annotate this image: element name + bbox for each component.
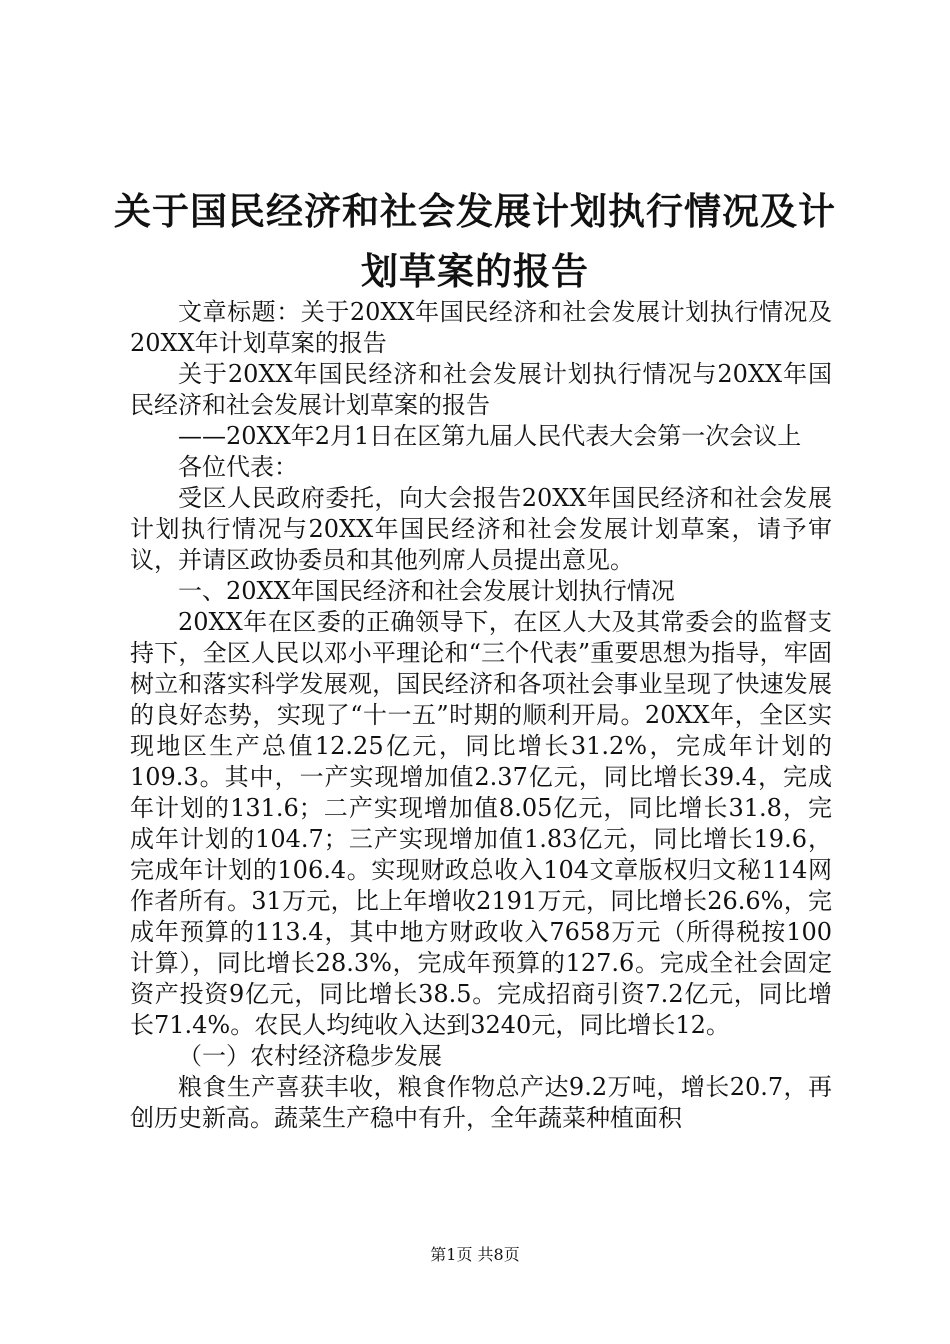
paragraph-economic-summary: 20XX年在区委的正确领导下，在区人大及其常委会的监督支持下，全区人民以邓小平理论和“三个代表”重要思想为指导，牢固树立和落实科学发展观，国民经济和各项社会事业呈现了快速发展的良好态势，实现了“十一五”时期的顺利开局。20XX年，全区实现地区生产总值12.25亿元，同比增长31.2%，完成年计划的109.3。其中，一产实现增加值2.37亿元，同比增长39.4，完成年计划的131.6；二产实现增加值8.05亿元，同比增长31.8，完成年计划的104.7；三产实现增加值1.83亿元，同比增长19.6，完成年计划的106.4。实现财政总收入104文章版权归文秘114网作者所有。31万元，比上年增收2191万元，同比增长26.6%，完成年预算的113.4，其中地方财政收入7658万元（所得税按100计算），同比增长28.3%，完成年预算的127.6。完成全社会固定资产投资9亿元，同比增长38.5。完成招商引资7.2亿元，同比增长71.4%。农民人均纯收入达到3240元，同比增长12。 xyxy=(130,608,832,1039)
document-body xyxy=(130,297,832,1134)
document-title: 关于国民经济和社会发展计划执行情况及计划草案的报告 xyxy=(114,190,836,293)
paragraph-report-title: 关于20XX年国民经济和社会发展计划执行情况与20XX年国民经济和社会发展计划草案的报告 xyxy=(130,360,832,419)
subsection-heading-1: （一）农村经济稳步发展 xyxy=(178,1042,442,1070)
paragraph-article-title: 文章标题：关于20XX年国民经济和社会发展计划执行情况及20XX年计划草案的报告 xyxy=(130,298,832,357)
paragraph-introduction: 受区人民政府委托，向大会报告20XX年国民经济和社会发展计划执行情况与20XX年国民经济和社会发展计划草案，请予审议，并请区政协委员和其他列席人员提出意见。 xyxy=(130,484,832,574)
paragraph-meeting-date: ——20XX年2月1日在区第九届人民代表大会第一次会议上 xyxy=(178,422,802,450)
paragraph-salutation: 各位代表： xyxy=(178,453,298,481)
page-number: 第1页 共8页 xyxy=(430,1245,520,1264)
section-heading-1: 一、20XX年国民经济和社会发展计划执行情况 xyxy=(178,577,675,605)
paragraph-grain-production: 粮食生产喜获丰收，粮食作物总产达9.2万吨，增长20.7，再创历史新高。蔬菜生产稳中有升，全年蔬菜种植面积 xyxy=(130,1073,832,1132)
